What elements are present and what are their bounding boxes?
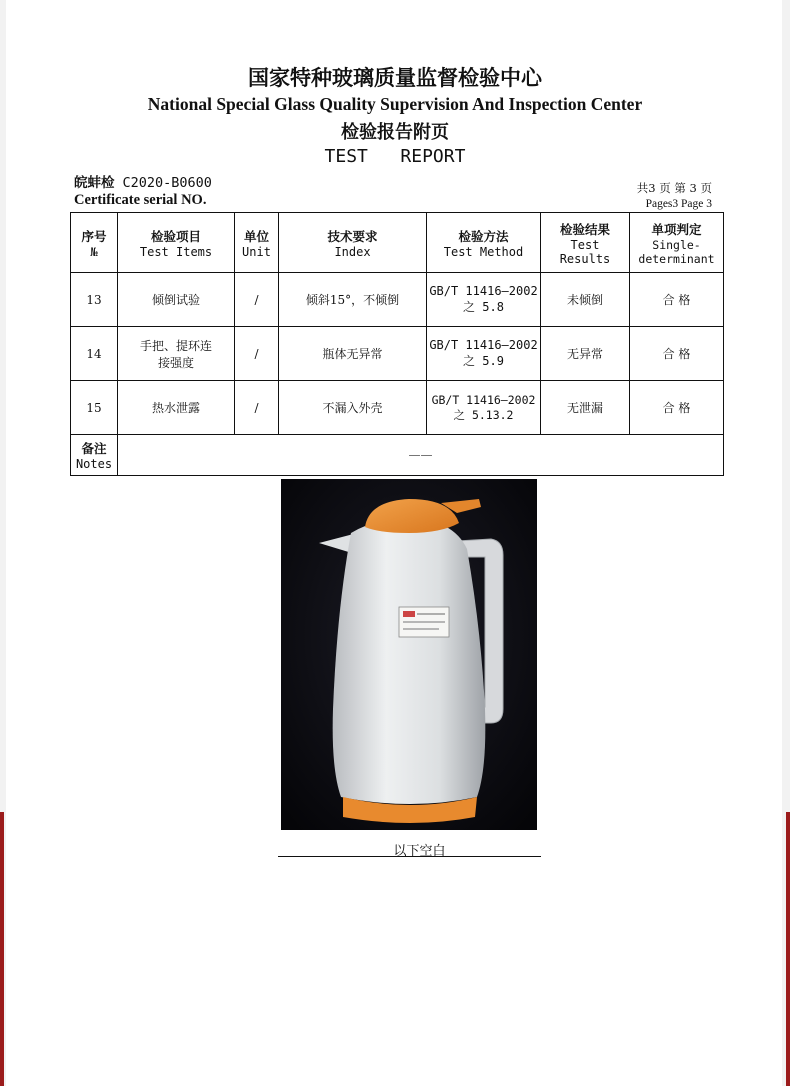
cell-test-item: 手把、提环连接强度 (118, 327, 235, 381)
center-title-cn: 国家特种玻璃质量监督检验中心 (248, 66, 542, 90)
col-header-test-method: 检验方法 Test Method (427, 213, 541, 273)
blank-below-underline (278, 856, 541, 857)
cell-no: 14 (71, 327, 118, 381)
cell-index: 瓶体无异常 (279, 327, 427, 381)
cell-test-item: 倾倒试验 (118, 273, 235, 327)
cell-index: 不漏入外壳 (279, 381, 427, 435)
cell-test-method: GB/T 11416—2002 之 5.8 (427, 273, 541, 327)
cell-result: 未倾倒 (541, 273, 630, 327)
certificate-serial (74, 171, 212, 191)
cell-unit: / (235, 273, 279, 327)
table-header-row (71, 213, 724, 273)
serial-label-cn: 皖蚌检 (74, 175, 115, 191)
notes-value: —— (118, 435, 724, 476)
table-row (71, 381, 724, 435)
serial-label-en: Certificate serial NO. (74, 192, 207, 208)
table-row (71, 273, 724, 327)
cell-result: 无泄漏 (541, 381, 630, 435)
col-header-unit: 单位 Unit (235, 213, 279, 273)
blank-below-note: 以下空白 (393, 844, 446, 859)
center-title-en: National Special Glass Quality Supervision And Inspection Center (147, 94, 643, 114)
product-photo (281, 479, 537, 830)
cell-unit: / (235, 381, 279, 435)
cell-result: 无异常 (541, 327, 630, 381)
col-header-index: 技术要求 Index (279, 213, 427, 273)
vacuum-jug-image (281, 479, 537, 830)
cell-test-method: GB/T 11416—2002 之 5.13.2 (427, 381, 541, 435)
cell-unit: / (235, 327, 279, 381)
page-count-en: Pages3 Page 3 (645, 198, 712, 210)
page-count-cn: 共3 页 第 3 页 (636, 181, 712, 195)
cell-test-method: GB/T 11416—2002 之 5.9 (427, 327, 541, 381)
left-edge-bar (0, 812, 4, 1086)
table-row (71, 327, 724, 381)
cell-no: 15 (71, 381, 118, 435)
report-title-en: TEST REPORT (324, 146, 466, 167)
col-header-single-determinant: 单项判定 Single-determinant (630, 213, 724, 273)
col-header-test-items: 检验项目 Test Items (118, 213, 235, 273)
cell-index: 倾斜15°，不倾倒 (279, 273, 427, 327)
notes-row (71, 435, 724, 476)
cell-verdict: 合 格 (630, 327, 724, 381)
col-header-no: 序号 № (71, 213, 118, 273)
cell-test-item: 热水泄露 (118, 381, 235, 435)
report-subtitle-cn: 检验报告附页 (341, 122, 449, 143)
cell-verdict: 合 格 (630, 273, 724, 327)
serial-number: C2020-B0600 (122, 175, 212, 191)
col-header-test-results: 检验结果 Test Results (541, 213, 630, 273)
cell-no: 13 (71, 273, 118, 327)
right-edge-bar (786, 812, 790, 1086)
test-report-table (70, 212, 724, 476)
cell-verdict: 合 格 (630, 381, 724, 435)
notes-label: 备注 Notes (71, 435, 118, 476)
